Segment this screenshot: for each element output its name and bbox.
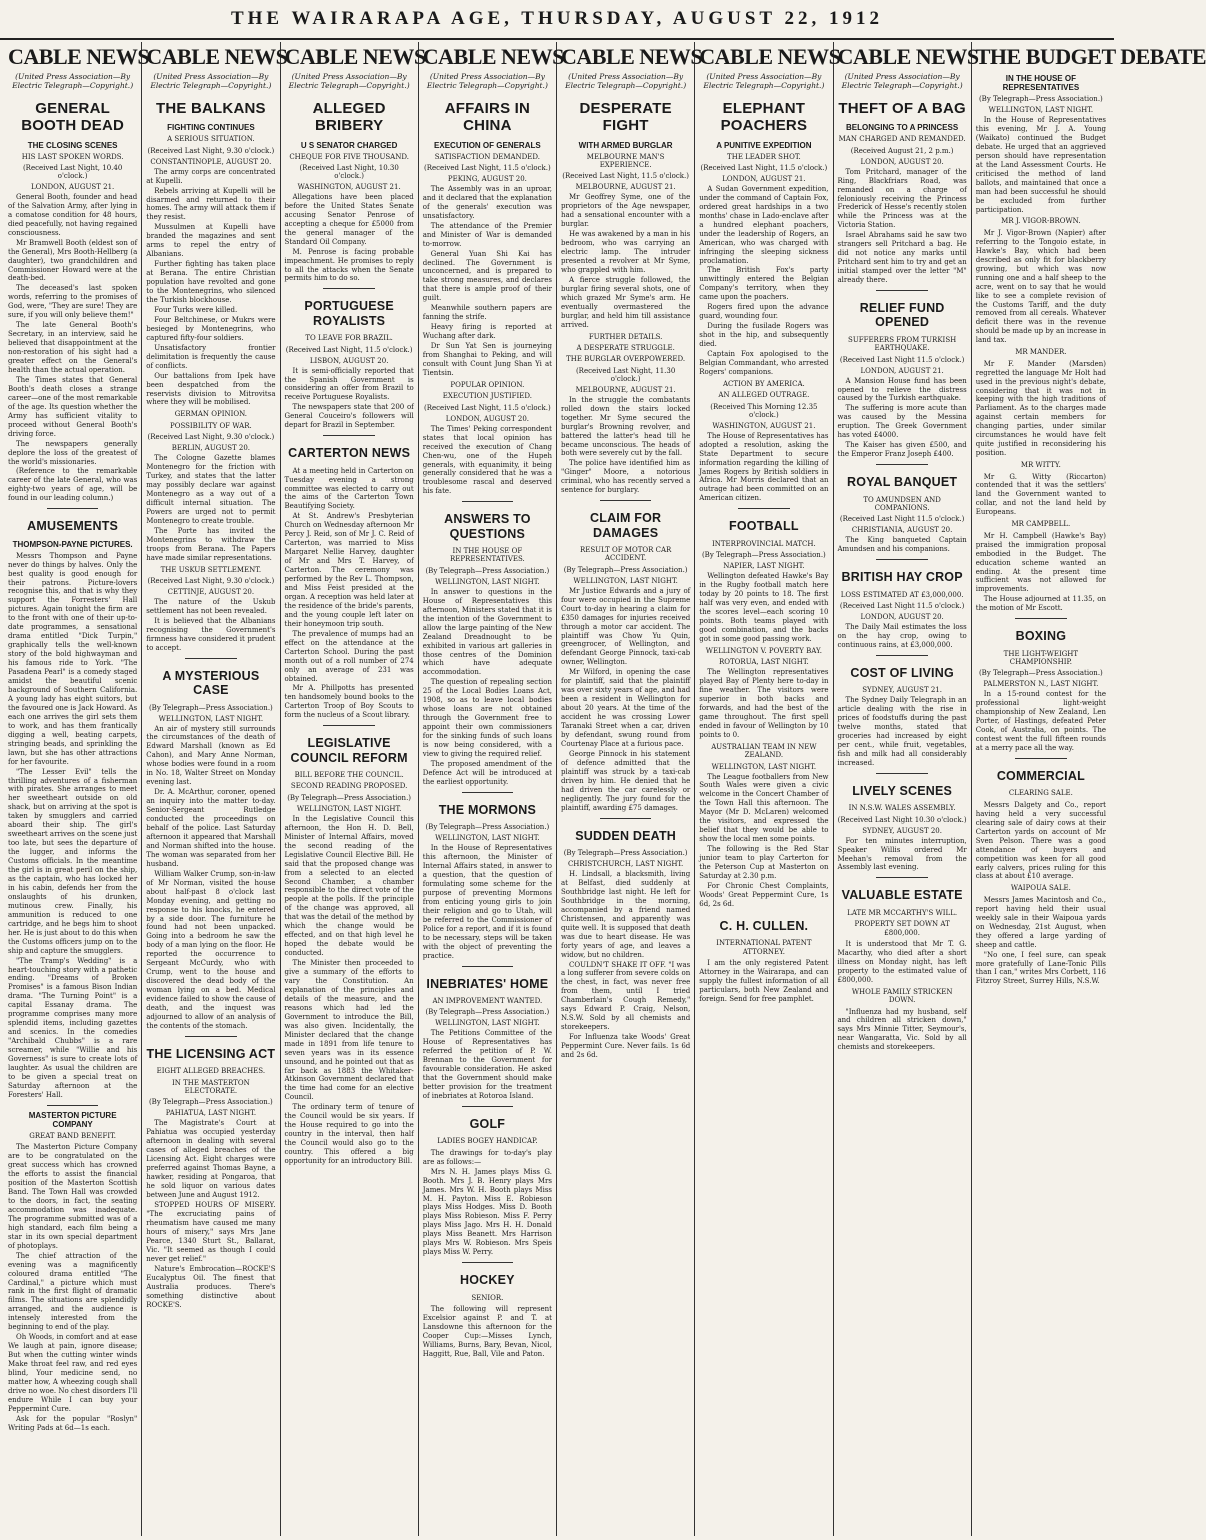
article-deck: SUFFERERS FROM TURKISH EARTHQUAKE. [848, 335, 957, 353]
article-deck: MELBOURNE MAN'S EXPERIENCE. [586, 152, 665, 169]
received-line: (Received Last Night, 10.40 o'clock.) [22, 163, 123, 180]
article-paragraph: The question of repealing section 25 of the Local Bodies Loans Act, 1908, so as to leave local bodies whose loans are not obtained through the Government free to appoint their own commissioners for the sinking funds of such loans is now being considered, with a view to giving the required relief. [422, 678, 552, 758]
article-headline: C. H. CULLEN. [719, 918, 809, 933]
article-deck: MR J. VIGOR-BROWN. [1001, 217, 1081, 226]
article-deck: LOSS ESTIMATED AT £3,000,000. [840, 590, 964, 599]
article-deck: IN THE HOUSE OF REPRESENTATIVES. [449, 547, 525, 564]
article-deck: LADIES BOGEY HANDICAP. [437, 1137, 538, 1146]
received-line: (By Telegraph—Press Association.) [148, 703, 273, 712]
article-deck: TO AMUNDSEN AND COMPANIONS. [863, 495, 941, 512]
article-paragraph: Oh Woods, in comfort and at ease We laugh at pain, ignore disease; But when the cutting winter winds Make throat feel raw, and red eyes blind, Your medicine send, no matter how, A wheezing cough shall drive no woe. No chest disorders I'll endure While I can buy your Peppermint Cure. [8, 1333, 138, 1413]
dateline: MELBOURNE, AUGUST 21. [575, 183, 676, 192]
article-paragraph: STOPPED HOURS OF MISERY. "The excruciating pains of rheumatism have caused me many hours of misery," says Mrs Jane Pearce, 1340 Sturt St., Ballarat, Vic. "It seemed as though I could never get relief." [146, 1201, 276, 1263]
article-divider [47, 1105, 99, 1106]
article-deck: TO LEAVE FOR BRAZIL. [305, 334, 393, 343]
dateline: PALMERSTON N., LAST NIGHT. [983, 680, 1099, 689]
article-paragraph: Ask for the popular "Roslyn" Writing Pads at 6d—1s each. [8, 1414, 138, 1432]
article-subhead: BELONGING TO A PRINCESS [846, 123, 959, 133]
article-paragraph: The chief attraction of the evening was a magnificently coloured drama entitled "The Cardinal," a picture which must rank in the first flight of dramatic films. The situations are splendidly arranged, and the audience is intensely interested from the beginning to end of the play. [8, 1251, 138, 1332]
article-paragraph: The Assembly was in an uproar, and it declared that the explanation of the generals' execution was unsatisfactory. [422, 184, 552, 220]
article-deck: THE BURGLAR OVERPOWERED. [566, 355, 686, 364]
article-divider [876, 877, 928, 878]
article-divider [738, 508, 790, 509]
received-line: (By Telegraph—Press Association.) [425, 1008, 550, 1017]
article-paragraph: The proposed amendment of the Defence Act will be introduced at the earliest opportunity. [422, 759, 552, 786]
article-paragraph: Mr J. Vigor-Brown (Napier) after referring to the Tongoio estate, in Hawke's Bay, which had been described as only fit for blackberry growing, but which was now running one and a half sheep to the acre, went on to say that he would like to see a complete revision of the Customs Tariff, and the duty removed from all cereals. Whatever deficit there was in the revenue should be made up by an increase in land tax. [975, 228, 1106, 345]
article-paragraph: Wellington defeated Hawke's Bay in the Rugby football match here today by 20 points to 18. The first half was very even, and ended with the scores level—each scoring 10 points. Both teams played with good combination, and the backs got in some good passing work. [699, 572, 829, 643]
article-paragraph: Mrs N. H. James plays Miss G. Booth. Mrs J. B. Henry plays Mrs James. Mrs W. H. Booth plays Miss M. H. Payton. Miss E. Robieson plays Miss Hodges. Miss D. Booth plays Miss Robieson. Miss F. Perry plays Miss Jago. Mrs H. H. Donald plays Miss Beanett. Mrs Harrison plays Mrs W. Robieson. Mrs Speis plays Miss W. Perry. [422, 1167, 552, 1257]
article-paragraph: Rogers fired upon the advance guard, wounding four. [699, 303, 829, 321]
masthead [0, 0, 1114, 40]
article-paragraph: Tom Pritchard, manager of the Ring, Blackfriars Road, was remanded on a charge of feloniously receiving the Princess Frederick of Hesse's recently stolen while the Princess was at the Victoria Station. [837, 167, 967, 230]
received-line: (By Telegraph—Press Association.) [563, 565, 688, 574]
column-banner: CABLE NEWS [8, 44, 150, 69]
news-column [834, 42, 979, 1536]
article-divider [462, 792, 514, 793]
article-headline: THE LICENSING ACT [146, 1046, 276, 1061]
dateline: LONDON, AUGUST 20. [860, 612, 944, 621]
article-paragraph: The Kaiser has given £500, and the Emperor Franz Joseph £400. [837, 441, 967, 459]
received-line: (Received Last Night, 10.30 o'clock.) [299, 163, 399, 180]
received-line: (Received August 21, 2 p.m.) [850, 146, 954, 155]
article-paragraph: H. Lindsall, a blacksmith, living at Belfast, died suddenly at Southbridge last night. He left for Southbridge in the morning, accompanied by a friend named Christensen, and apparently was quite well. It is supposed that death was due to heart disease. He was forty years of age, and leaves a widow, but no children. [561, 869, 691, 959]
news-column [695, 42, 841, 1536]
received-line: (Received Last Night, 11.5 o'clock.) [700, 163, 828, 172]
article-deck: WHOLE FAMILY STRICKEN DOWN. [851, 987, 953, 1005]
article-paragraph: The Cologne Gazette blames Montenegro for the friction with Turkey, and states that the latter may possibly declare war against Montenegro as a way out of a difficult internal situation. The Powers are urged not to permit Montenegro to create trouble. [146, 454, 276, 525]
article-paragraph: Messrs Dalgety and Co., report having held a very successful clearing sale of dairy cows at their Carterton yards on account of Mr Sven Pelson. There was a good attendance of buyers and competition was keen for all good early calvers, prices ruling for this class at about £10 average. [975, 800, 1106, 881]
article-headline: ROYAL BANQUET [846, 475, 958, 490]
article-divider [462, 501, 514, 502]
column-banner: CABLE NEWS [837, 44, 979, 69]
article-paragraph: "Influenza had my husband, self and children all stricken down," says Mrs Minnie Titter, Seymour's, near Wangaratta, Vic. Sold by all chemists and storekeepers. [837, 1007, 967, 1052]
news-column [419, 42, 564, 1536]
article-paragraph: General Yuan Shi Kai has declined. The Government is unconcerned, and is prepared to take strong measures, and declares that there is ample proof of their guilt. [422, 249, 552, 303]
article-deck: WAIPOUA SALE. [1010, 884, 1071, 893]
article-paragraph: For Influenza take Woods' Great Peppermint Cure. Never fails. 1s 6d and 2s 6d. [561, 1033, 691, 1060]
article-headline: FOOTBALL [729, 519, 799, 534]
article-deck: CHEQUE FOR FIVE THOUSAND. [289, 152, 409, 161]
article-deck: SENIOR. [471, 1293, 504, 1302]
article-paragraph: Dr Sun Yat Sen is journeying from Shanghai to Peking, and will consult with Count Jung Shan Yi at Tientsin. [422, 342, 552, 377]
article-paragraph: The following will represent Excelsior against P. and T. at Lansdowne this afternoon for the Cooper Cup:—Misses Lynch, Williams, Burns, Bary, Bevan, Nicol, Haggitt, Rue, Ball, Vile and Paton. [422, 1304, 552, 1358]
article-divider [185, 658, 237, 659]
news-column [4, 42, 150, 1536]
article-paragraph: M. Penrose is facing probable impeachment. He promises to reply to all the attacks when the Senate permits him to do so. [284, 247, 414, 283]
dateline: ROTORUA, LAST NIGHT. [719, 658, 809, 667]
article-headline: ALLEGED BRIBERY [312, 100, 386, 135]
article-paragraph: "No one, I feel sure, can speak more gratefully of Lane-Tonic Pills than I can," writes Mrs Corbett, 116 Fitzroy Street, Surrey Hills, N.S.W. [975, 950, 1106, 986]
article-paragraph: Four Turks were killed. [154, 305, 238, 314]
article-deck: SECOND READING PROPOSED. [290, 782, 408, 791]
article-subhead: A PUNITIVE EXPEDITION [716, 140, 812, 150]
article-paragraph: In the Legislative Council this afternoon, the Hon H. D. Bell, Minister of Internal Affairs, moved the second reading of the Legislative Council Elective Bill. He said that the proposed change was from a selected to an elected Second Chamber, a chamber responsible to the direct vote of the people at the polls. If the principle of the change was approved, all that was the detail of the method by which the change would be effected, and on that high level he hoped the debate would be conducted. [284, 814, 414, 958]
article-paragraph: Nature's Embrocation—ROCKE'S Eucalyptus Oil. The finest that Australia produces. There's something distinctive about ROCKE'S. [146, 1264, 276, 1309]
article-paragraph: The late General Booth's Secretary, in an interview, said he believed that disappointment at the non-restoration of his sight had a greater effect on the General's health than the actual operation. [8, 321, 138, 374]
dateline: WELLINGTON, LAST NIGHT. [988, 106, 1094, 114]
article-divider [185, 1036, 237, 1037]
article-deck: MR MANDER. [1015, 348, 1067, 357]
article-deck: PROPERTY SET DOWN AT £800,000. [854, 920, 950, 937]
article-paragraph: The ordinary term of tenure of the Council would be six years. If the House required to go into the country in the interval, then half the Council would also go to the country. This offered a big opportunity for an introductory Bill. [284, 1103, 414, 1166]
article-paragraph: The suffering is more acute than was caused by the Messina eruption. The Greek Government has voted £4000. [837, 404, 967, 440]
article-deck: IN THE MASTERTON ELECTORATE. [172, 1078, 250, 1096]
article-paragraph: The King banqueted Captain Amundsen and his companions. [837, 536, 967, 554]
article-deck: WELLINGTON V. POVERTY BAY. [705, 646, 822, 655]
article-deck: MR CAMPBELL. [1011, 520, 1071, 529]
article-divider [323, 725, 375, 726]
article-headline: CLAIM FOR DAMAGES [590, 511, 662, 540]
article-paragraph: I am the only registered Patent Attorney in the Wairarapa, and can supply the fullest information of all particulars, both New Zealand and foreign. Send for free pamphlet. [699, 958, 829, 1003]
news-column [972, 42, 1206, 1536]
received-line: (Received Last Night, 11.5 o'clock.) [285, 345, 413, 354]
article-paragraph: The deceased's last spoken words, referring to the promises of God, were, "They are sure! They are sure, if you will only believe them!" [8, 284, 138, 320]
received-line: (Received Last Night, 9.30 o'clock.) [147, 577, 275, 586]
article-divider [1015, 618, 1067, 619]
received-line: (By Telegraph—Press Association.) [978, 95, 1103, 103]
article-paragraph: It is semi-officially reported that the Spanish Government is considering an offer from Brazil to receive Portuguese Royalists. [284, 366, 414, 402]
received-line: (Received Last Night, 11.5 o'clock.) [423, 403, 551, 412]
article-paragraph: Mr Bramwell Booth (eldest son of the General), Mrs Booth-Hellberg (a daughter), two grandchildren and Commissioner Howard were at the death-bed. [8, 238, 138, 283]
article-paragraph: The British Fox's party unwittingly entered the Belgian Company's territory, when they came upon the poachers. [699, 266, 829, 302]
newspaper-columns [4, 42, 1206, 1536]
received-line: (By Telegraph—Press Association.) [425, 823, 550, 832]
article-paragraph: The Masterton Picture Company are to be congratulated on the great success which has crowned the efforts to assist the financial position of the Masterton Scottish Band. The Town Hall was crowded to the doors, in fact, the seating accommodation was inadequate. The programme submitted was of a high standard, each film being a star in its own special department of photoplays. [8, 1143, 138, 1250]
article-divider [462, 966, 514, 967]
article-paragraph: Further fighting has taken place at Berana. The entire Christian population have revolted and gone to the Montenegrins, who silenced the Turkish blockhouse. [146, 260, 276, 304]
article-paragraph: The Wellington representatives played Bay of Plenty here to-day in fine weather. The visitors were superior in both backs and forwards, and had the best of the game throughout. The first spell ended in favour of Wellington by 10 points to 0. [699, 668, 829, 739]
dateline: LONDON, AUGUST 21. [722, 174, 806, 183]
article-paragraph: In the House of Representatives this evening, Mr J. A. Young (Waikato) continued the Budget debate. He urged that an aggrieved person should have representation at the Land Assessment Courts. He criticised the method of land ballots, and maintained that once a man had been successful he should be excluded from further participation. [975, 116, 1106, 214]
article-headline: THE MORMONS [438, 802, 537, 817]
article-deck: THE LEADER SHOT. [727, 152, 801, 161]
received-line: (Received Last Night 11.5 o'clock.) [839, 601, 965, 610]
article-subhead: FIGHTING CONTINUES [167, 123, 255, 133]
article-paragraph: Mr Wilford, in opening the case for plaintiff, said that the plaintiff was over sixty years of age, and had been a resident in Wellington for about 20 years. At the time of the accident he was crossing Lower Taranaki Street when a car, driven by defendant, swung round from Courtenay Place at a furious pace. [561, 668, 691, 748]
article-headline: A MYSTERIOUS CASE [162, 668, 260, 698]
dateline: WELLINGTON, LAST NIGHT. [296, 804, 402, 813]
article-paragraph: Our battalions from Ipek have been despatched from the reservists division to Mitrovitsa where they will be mobilised. [146, 371, 276, 407]
article-paragraph: The Porte has invited the Montenegrins to withdraw the troops from Berana. The Papers have made similar representations. [146, 526, 276, 562]
received-line: (By Telegraph—Press Association.) [701, 551, 826, 560]
article-headline: GENERAL BOOTH DEAD [21, 100, 125, 135]
article-headline: THE BALKANS [156, 100, 266, 117]
article-paragraph: The prevalence of mumps had an effect on the attendance at the Carterton School. During the past month out of a roll number of 274 only an average of 231 was obtained. [284, 629, 414, 683]
article-headline: HOCKEY [460, 1273, 515, 1288]
dateline: LONDON, AUGUST 21. [860, 366, 944, 375]
dateline: BERLIN, AUGUST 20. [171, 444, 251, 453]
article-paragraph: In a 15-round contest for the professional light-weight championship of New Zealand, Len Porter, of Hastings, defeated Peter Cook, of Australia, on points. The contest went the full fifteen rounds at a merry pace all the way. [975, 690, 1106, 753]
article-headline: COST OF LIVING [850, 665, 954, 680]
article-divider [876, 559, 928, 560]
column-banner: CABLE NEWS [561, 44, 703, 69]
article-paragraph: An air of mystery still surrounds the circumstances of the death of Edward Marshall (known as Ed Cahon), and Mary Anne Norman, whose bodies were found in a room in No. 18, Walter Street on Monday evening last. [146, 724, 276, 787]
article-headline: PORTUGUESE ROYALISTS [304, 299, 394, 328]
article-paragraph: At a meeting held in Carterton on Tuesday evening a strong committee was elected to carry out the aims of the Carterton Town Beautifying Society. [284, 466, 414, 511]
article-deck: EXECUTION JUSTIFIED. [442, 392, 532, 401]
article-paragraph: The Magistrate's Court at Pahiatua was occupied yesterday afternoon in dealing with several cases of alleged breaches of the Licensing Act. Eight charges were preferred against Thomas Bayne, a hawker, residing at Pongaroa, that he sold liquor on various dates between June and August 1912. [146, 1119, 276, 1200]
article-paragraph: For Chronic Chest Complaints, Woods' Great Peppermint Cure, 1s 6d, 2s 6d. [699, 881, 829, 908]
press-credit: (United Press Association—By Electric Telegraph—Copyright.) [288, 72, 410, 90]
dateline: PAHIATUA, LAST NIGHT. [165, 1109, 257, 1118]
article-deck: INTERNATIONAL PATENT ATTORNEY. [716, 939, 812, 956]
dateline: LONDON, AUGUST 21. [30, 182, 115, 191]
article-paragraph: At St. Andrew's Presbyterian Church on Wednesday afternoon Mr Percy J. Reid, son of Mr J. C. Reid of Carterton, was married to Miss Margaret Nellie Harvey, daughter of Mr and Mrs T. Harvey, of Carterton. The ceremony was performed by the Rev L. Thompson, and Miss Feist presided at the organ. A reception was held later at the residence of the bride's parents, and the young couple left later on their honeymoon trip south. [284, 512, 414, 628]
article-deck: EIGHT ALLEGED BREACHES. [156, 1067, 266, 1076]
received-line: (Received This Morning 12.35 o'clock.) [710, 402, 818, 419]
dateline: CETTINJE, AUGUST 20. [167, 588, 255, 597]
received-line: (By Telegraph—Press Association.) [563, 848, 688, 857]
press-credit: (United Press Association—By Electric Telegraph—Copyright.) [150, 72, 272, 90]
article-paragraph: COULDN'T SHAKE IT OFF. "I was a long sufferer from severe colds on the chest, in fact, was never free from them, until I tried Chamberlain's Cough Remedy," says Edward P. Craig, Nelson, N.S.W. Sold by all chemists and storekeepers. [561, 960, 691, 1032]
article-paragraph: Captain Fox apologised to the Belgian Commandant, who arrested Rogers' companions. [699, 350, 829, 376]
article-headline: VALUABLE ESTATE [841, 888, 963, 903]
press-credit: (United Press Association—By Electric Telegraph—Copyright.) [565, 72, 687, 90]
received-line: (Received Last Night, 9.30 o'clock.) [147, 433, 275, 442]
article-paragraph: The newspapers state that 200 of General Couceiro's followers will depart for Brazil in September. [284, 403, 414, 430]
article-deck: THE LIGHT-WEIGHT CHAMPIONSHIP. [1003, 649, 1079, 667]
article-paragraph: Heavy firing is reported at Wuchang after dark. [422, 323, 552, 341]
article-paragraph: Mr H. Campbell (Hawke's Bay) praised the immigration proposal embodied in the Budget. The education scheme wanted an ending. At the present time sufficient was not allowed for improvements. [975, 531, 1106, 594]
article-paragraph: Mussulmen at Kupelli have branded the magazines and sent arms to repel the entry of Albanians. [146, 223, 276, 259]
article-headline: ELEPHANT POACHERS [720, 100, 808, 135]
article-paragraph: It is believed that the Albanians recognising the Government's firmness have considered it prudent to accept. [146, 616, 276, 652]
press-credit: (United Press Association—By Electric Telegraph—Copyright.) [12, 72, 134, 90]
article-paragraph: The Sydney Daily Telegraph in an article dealing with the rise in prices of foodstuffs during the past twelve months, stated that groceries had increased by eight per cent., while fruit, vegetables, fish and milk had all considerably increased. [837, 696, 967, 767]
article-deck: ACTION BY AMERICA. [722, 379, 805, 388]
article-paragraph: Allegations have been placed before the United States Senate accusing Senator Penrose of accepting a cheque for £5000 from the general manager of the Standard Oil Company. [284, 192, 414, 246]
article-paragraph: The Petitions Committee of the House of Representatives has referred the petition of P. W. Brennan to the Government for favourable consideration. He asked that the Government should make better provision for the treatment of inebriates at Rotoroa Island. [422, 1029, 552, 1101]
dateline: CONSTANTINOPLE, AUGUST 20. [150, 157, 272, 166]
article-headline: INEBRIATES' HOME [426, 976, 549, 991]
article-divider [876, 655, 928, 656]
article-paragraph: In answer to questions in the House of Representatives this afternoon, Ministers stated that it is the intention of the Government to allow the large painting of the New Zealand Dreadnought to be exhibited in various art galleries in those centres of the Dominion which have adequate accommodation. [422, 587, 552, 677]
article-paragraph: During the fusilade Rogers was shot in the hip, and subsequently died. [699, 322, 829, 349]
column-banner: CABLE NEWS [284, 44, 426, 69]
article-deck: AN IMPROVEMENT WANTED. [432, 996, 543, 1005]
received-line: (By Telegraph—Press Association.) [425, 566, 550, 575]
press-credit: (United Press Association—By Electric Telegraph—Copyright.) [426, 72, 548, 90]
article-deck: THE USKUB SETTLEMENT. [160, 565, 262, 574]
article-deck: GREAT BAND BENEFIT. [29, 1131, 116, 1140]
article-paragraph: Meanwhile southern papers are fanning the strife. [422, 304, 552, 322]
masthead-title: THE WAIRARAPA AGE, THURSDAY, AUGUST 22, 1912 [230, 8, 883, 29]
press-credit: (United Press Association—By Electric Telegraph—Copyright.) [703, 72, 825, 90]
article-paragraph: Israel Abrahams said he saw two strangers sell Pritchard a bag. He did not notice any marks until Pritchard sent him to try and get an initial stamped over the letter "M" already there. [837, 231, 967, 285]
article-subhead: EXECUTION OF GENERALS [434, 140, 541, 150]
article-headline: AMUSEMENTS [27, 519, 119, 534]
article-divider [1015, 758, 1067, 759]
article-paragraph: A Sudan Government expedition, under the command of Captain Fox, ordered great hardships in a two months' chase in Lado-enclave after a hundred elephant poachers, under the leadership of Rogers, an American, who was charged with infringing the sleeping sickness proclamation. [699, 184, 829, 265]
article-deck: A DESPERATE STRUGGLE. [576, 343, 675, 352]
received-line: (Received Last Night, 11.5 o'clock.) [423, 163, 551, 172]
article-subhead: THE CLOSING SCENES [27, 140, 118, 150]
received-line: (By Telegraph—Press Association.) [978, 669, 1103, 678]
article-paragraph: Four Beltchinese, or Mukrs were besieged by Montenegrins, who captured fifty-four soldiers. [146, 315, 276, 342]
article-deck: AUSTRALIAN TEAM IN NEW ZEALAND. [711, 742, 817, 760]
article-deck: SATISFACTION DEMANDED. [434, 152, 540, 161]
dateline: CHRISTCHURCH, LAST NIGHT. [567, 859, 684, 868]
article-deck: RESULT OF MOTOR CAR ACCIDENT. [579, 545, 672, 563]
article-paragraph: The Times states that General Booth's death closes a strange career—one of the most remarkable of the age. Its question whether the Army has sufficient vitality to proceed without General Booth's driving force. [8, 375, 138, 438]
article-headline: DESPERATE FIGHT [579, 100, 672, 135]
article-headline: LIVELY SCENES [852, 783, 953, 798]
article-paragraph: The Daily Mail estimates the loss on the hay crop, owing to continuous rains, at £3,000,000. [837, 622, 967, 649]
article-paragraph: The House adjourned at 11.35, on the motion of Mr Escott. [975, 595, 1106, 613]
dateline: WELLINGTON, LAST NIGHT. [435, 577, 540, 586]
article-paragraph: In the struggle the combatants rolled down the stairs locked together. Mr Syme secured the burglar's Browning revolver, and battered the latter's head till he became unconscious. The heads of both were severely cut by the fall. [561, 395, 691, 458]
article-subhead: WITH ARMED BURGLAR [578, 140, 673, 150]
article-headline: COMMERCIAL [996, 769, 1085, 784]
article-paragraph: The attendance of the Premier and Minister of War is demanded to-morrow. [422, 221, 552, 248]
article-headline: GOLF [469, 1116, 506, 1131]
news-column [142, 42, 288, 1536]
article-paragraph: Mr A. Phillpotts has presented ten handsomely bound books to the Carterton Troop of Boy Scouts to form the nucleus of a Scout library. [284, 684, 414, 720]
news-column [557, 42, 703, 1536]
article-divider [876, 290, 928, 291]
article-paragraph: The House of Representatives has adopted a resolution, asking the State Department to secure information regarding the killing of James Rogers by British soldiers in Africa. Mr Morris declared that an outrage had been committed on an American citizen. [699, 431, 829, 503]
article-headline: THEFT OF A BAG [838, 100, 966, 117]
dateline: WASHINGTON, AUGUST 21. [712, 421, 816, 430]
received-line: (Received Last Night 10.30 o'clock.) [837, 815, 967, 824]
article-paragraph: Rebels arriving at Kupelli will be disarmed and returned to their homes. The army will attack them if they resist. [146, 186, 276, 222]
article-paragraph: General Booth, founder and head of the Salvation Army, after lying in a comatose condition for 48 hours, died peacefully, not having regained consciousness. [8, 192, 138, 237]
article-paragraph: "The Lesser Evil" tells the thrilling adventures of a fisherman with pirates. She arranges to meet her sweetheart outside on old shack, but on arriving at the spot is taken by smugglers and carried aboard their ship. The girl's sweetheart arrives on the scene just too late, but sees the departure of the lugger, and informs the Customs officials. In the meantime the girl is in great peril on the ship, as the captain, who has locked her in his cabin, defends her from the onslaughts of his drunken, mutinous crew. Finally, his ammunition is reduced to one cartridge, and he begs him to shoot her. He is just about to do this when the Customs officers jump on to the ship and capture the smugglers. [8, 767, 138, 955]
dateline: WELLINGTON, LAST NIGHT. [573, 576, 678, 585]
press-credit: (United Press Association—By Electric Telegraph—Copyright.) [841, 72, 963, 90]
article-deck: A SERIOUS SITUATION. [167, 135, 255, 144]
article-deck: BILL BEFORE THE COUNCIL. [294, 771, 404, 780]
article-deck: INTERPROVINCIAL MATCH. [712, 539, 816, 548]
article-paragraph: Messrs Thompson and Payne never do things by halves. Only the best quality is good enough for their patrons. Picture-lovers recognise this, and that is why they support the Forresters' Hall pictures. Again tonight the firm are to the front with one of their up-to-date programmes, a sensational drama entitled "Dick Turpin," graphically tells the well-known story of the bold highwayman and his famous ride to York. "The Pasadena Pearl" is a comedy staged amidst the beautiful scenic background of Southern California. A young lady has eight suitors, but the favoured one is Jack Howard. As each one arrives the girl sets them to work, and has them frantically digging a well, beating carpets, stringing beads, and sprinkling the lawn, but she has other attractions for her favourite. [8, 551, 138, 766]
dateline: PEKING, AUGUST 20. [447, 174, 527, 183]
article-headline: ANSWERS TO QUESTIONS [444, 512, 531, 541]
article-divider [462, 1262, 514, 1263]
article-paragraph: The League footballers from New South Wales were given a civic welcome in the Concert Chamber of the Town Hall this afternoon. The Mayor (Mr D. McLaren) welcomed the visitors, and expressed the belief that they would be able to show the local men some points. [699, 772, 829, 844]
received-line: (Received Last Night 11.5 o'clock.) [839, 515, 965, 524]
article-paragraph: The police have identified him as "Ginger" Moore, a notorious criminal, who has recently served a sentence for burglary. [561, 459, 691, 495]
article-deck: MR WITTY. [1020, 461, 1061, 470]
article-paragraph: The following is the Red Star junior team to play Carterton for the Peterson Cup at Masterton on Saturday at 2.30 p.m. [699, 845, 829, 880]
article-paragraph: The Times' Peking correspondent states that local opinion has received the execution of Chang Chen-wu, one of the Hupeh generals, with equanimity, it being generally considered that he was a troublesome rascal and deserved his fate. [422, 424, 552, 496]
dateline: MELBOURNE, AUGUST 21. [575, 385, 676, 394]
article-deck: LATE MR MCCARTHY'S WILL. [847, 908, 958, 917]
dateline: SYDNEY, AUGUST 20. [862, 826, 942, 835]
dateline: LONDON, AUGUST 20. [445, 414, 529, 423]
article-paragraph: Mr G. Witty (Riccarton) contended that it was the settlers' land the Government wanted to collar, and not the land held by Europeans. [975, 472, 1106, 517]
article-subhead: MASTERTON PICTURE COMPANY [28, 1110, 117, 1129]
article-paragraph: Dr. A. McArthur, coroner, opened an inquiry into the matter to-day. Senior-Sergeant Rutledge conducted the proceedings on behalf of the police. Last Saturday afternoon it appeared that Marshall and Norman shifted into the house. The woman was separated from her husband. [146, 788, 276, 868]
article-divider [47, 508, 99, 509]
article-paragraph: It is understood that Mr T. G. Macarthy, who died after a short illness on Monday night, has left property to the estimated value of £800,000. [837, 939, 967, 984]
received-line: (By Telegraph—Press Association.) [148, 1098, 273, 1107]
article-paragraph: The Minister then proceeded to give a summary of the efforts to vary the Constitution. An explanation of the principles and details of the measure, and the reasons which had led the Government to introduce the Bill, was also given. Incidentally, the Minister declared that the change made in 1891 from life tenure to seven years was in its essence unsound, and he pointed out that as far back as 1883 the Whitaker-Atkinson Government declared that the time had come for an elective Council. [284, 959, 414, 1102]
article-paragraph: The newspapers generally deplore the loss of the greatest of the world's missionaries. [8, 439, 138, 466]
dateline: WELLINGTON, LAST NIGHT. [435, 834, 540, 843]
article-paragraph: Messrs James Macintosh and Co., report having held their usual weekly sale in their Waipoua yards on Wednesday, 21st August, when they offered a large yarding of sheep and cattle. [975, 895, 1106, 949]
article-headline: BOXING [1015, 629, 1067, 644]
dateline: WELLINGTON, LAST NIGHT. [711, 762, 817, 771]
column-banner: THE BUDGET DEBATE [975, 44, 1206, 69]
article-paragraph: William Walker Crump, son-in-law of Mr Norman, visited the house about half-past 8 o'clock last Monday evening, and getting no response to his knocks, he entered by a side door. The furniture he found had not been unpacked. Going into a bedroom he saw the body of a man lying on the floor. He reported the occurrence to Sergeant McCurdy, who with Crump, went to the house and discovered the dead body of the woman lying on a bed. Medical evidence failed to show the cause of death, and the inquest was adjourned to allow of an analysis of the contents of the stomach. [146, 869, 276, 1030]
article-paragraph: Mr Geoffrey Syme, one of the proprietors of the Age newspaper, had a sensational encounter with a burglar. [561, 193, 691, 229]
article-deck: POPULAR OPINION. [450, 380, 525, 389]
column-banner: CABLE NEWS [422, 44, 564, 69]
received-line: (Received Last Night, 9.30 o'clock.) [147, 146, 275, 155]
article-headline: BRITISH HAY CROP [841, 570, 963, 585]
article-paragraph: The nature of the Uskub settlement has not been revealed. [146, 598, 276, 615]
article-paragraph: For ten minutes interruption, Speaker Willis ordered Mr Meehan's removal from the Assembly last evening. [837, 836, 967, 872]
article-paragraph: A fierce struggle followed, the burglar firing several shots, one of which grazed Mr Syme's arm. He eventually overmastered the burglar, and held him till assistance arrived. [561, 275, 691, 329]
article-subhead: THOMPSON-PAYNE PICTURES. [12, 539, 133, 549]
article-paragraph: "The Tramp's Wedding" is a heart-touching story with a pathetic ending. "Dreams of Broken Promises" is a famous Bison Indian drama. "The Turning Point" is a capital Essanay drama. The programme comprises many more splendid items, including gazettes and scenics. In the comedies "Archibald Chubbs" is a rare screamer, while "Willie and his Governess" is sure to create lots of laughter. As usual the children are to be given a special treat on Saturday afternoon at the Foresters' Hall. [8, 956, 138, 1099]
article-subhead: IN THE HOUSE OF REPRESENTATIVES [1002, 74, 1080, 92]
article-subhead: U S SENATOR CHARGED [300, 140, 398, 150]
article-deck: CLEARING SALE. [1008, 789, 1073, 798]
received-line: (Received Last Night, 11.30 o'clock.) [575, 366, 676, 383]
article-deck: POSSIBILITY OF WAR. [170, 421, 252, 430]
article-paragraph: In the House of Representatives this afternoon, the Minister of Internal Affairs stated, in answer to a question, that the question of formulating some scheme for the purpose of preventing Mormons from enticing young girls to join their religion and go to Utah, will be referred to the Commissioner of Police for a report, and if it is found to be necessary, steps will be taken with the object of preventing the practice. [422, 844, 552, 960]
received-line: (By Telegraph—Press Association.) [287, 793, 412, 802]
article-headline: CARTERTON NEWS [288, 446, 411, 461]
column-banner: CABLE NEWS [146, 44, 288, 69]
article-paragraph: The army corps are concentrated at Kupelli. [146, 167, 276, 185]
news-column [281, 42, 426, 1536]
dateline: WELLINGTON, LAST NIGHT. [435, 1019, 540, 1028]
article-paragraph: Mr F. Mander (Marsden) regretted the language Mr Holt had used in the previous night's debate, considering that it was not in keeping with the high traditions of Parliament. As to the charges made against certain members for changing parties, under similar circumstances he would have felt quite justified in reconsidering his position. [975, 359, 1106, 458]
article-paragraph: Unsatisfactory frontier delimitation is frequently the cause of conflicts. [146, 343, 276, 370]
dateline: NAPIER, LAST NIGHT. [723, 562, 805, 571]
article-divider [600, 500, 652, 501]
article-headline: AFFAIRS IN CHINA [444, 100, 531, 135]
article-paragraph: A Mansion House fund has been opened to relieve the distress caused by the Turkish earthquake. [837, 376, 967, 403]
article-paragraph: (Reference to the remarkable career of the late General, who was eighty-two years of age, will be found in our leading column.) [8, 467, 138, 503]
article-deck: AN ALLEGED OUTRAGE. [718, 391, 810, 400]
article-deck: IN N.S.W. WALES ASSEMBLY. [848, 804, 956, 813]
dateline: LISBON, AUGUST 20. [309, 356, 389, 365]
article-deck: GERMAN OPINION. [174, 410, 248, 419]
column-banner: CABLE NEWS [699, 44, 841, 69]
received-line: (Received Last Night 11.5 o'clock.) [839, 355, 965, 364]
article-divider [323, 288, 375, 289]
dateline: LONDON, AUGUST 20. [860, 157, 944, 166]
dateline: WELLINGTON, LAST NIGHT. [158, 714, 264, 723]
article-paragraph: The drawings for to-day's play are as follows:— [422, 1148, 552, 1166]
article-headline: LEGISLATIVE COUNCIL REFORM [290, 736, 408, 765]
article-paragraph: George Pinnock in his statement of defence admitted that the plaintiff was struck by a taxi-cab driven by him. He denied that he had driven the car carelessly or negligently. The jury found for the plaintiff, awarding £75 damages. [561, 749, 691, 812]
article-divider [876, 773, 928, 774]
article-deck: FURTHER DETAILS. [588, 332, 663, 341]
article-paragraph: He was awakened by a man in his bedroom, who was carrying an electric lamp. The intruder presented a revolver at Mr Syme, who grappled with him. [561, 230, 691, 274]
article-headline: SUDDEN DEATH [575, 828, 677, 843]
article-divider [462, 1106, 514, 1107]
article-headline: RELIEF FUND OPENED [859, 301, 945, 330]
article-deck: MAN CHARGED AND REMANDED. [838, 135, 966, 144]
dateline: WASHINGTON, AUGUST 21. [297, 182, 401, 191]
article-paragraph: Mr Justice Edwards and a jury of four were occupied in the Supreme Court to-day in hearing a claim for £350 damages for injuries received through a motor car accident. The plaintiff was Chow Yu Quin, greengrocer, of Wellington, and defendant George Pinnock, taxi-cab owner, Wellington. [561, 586, 691, 667]
received-line: (Received Last Night, 11.5 o'clock.) [562, 172, 689, 181]
dateline: CHRISTIANIA, AUGUST 20. [851, 526, 953, 535]
article-divider [600, 818, 652, 819]
dateline: SYDNEY, AUGUST 21. [862, 686, 942, 695]
article-deck: HIS LAST SPOKEN WORDS. [21, 152, 124, 161]
article-divider [876, 464, 928, 465]
article-divider [323, 435, 375, 436]
